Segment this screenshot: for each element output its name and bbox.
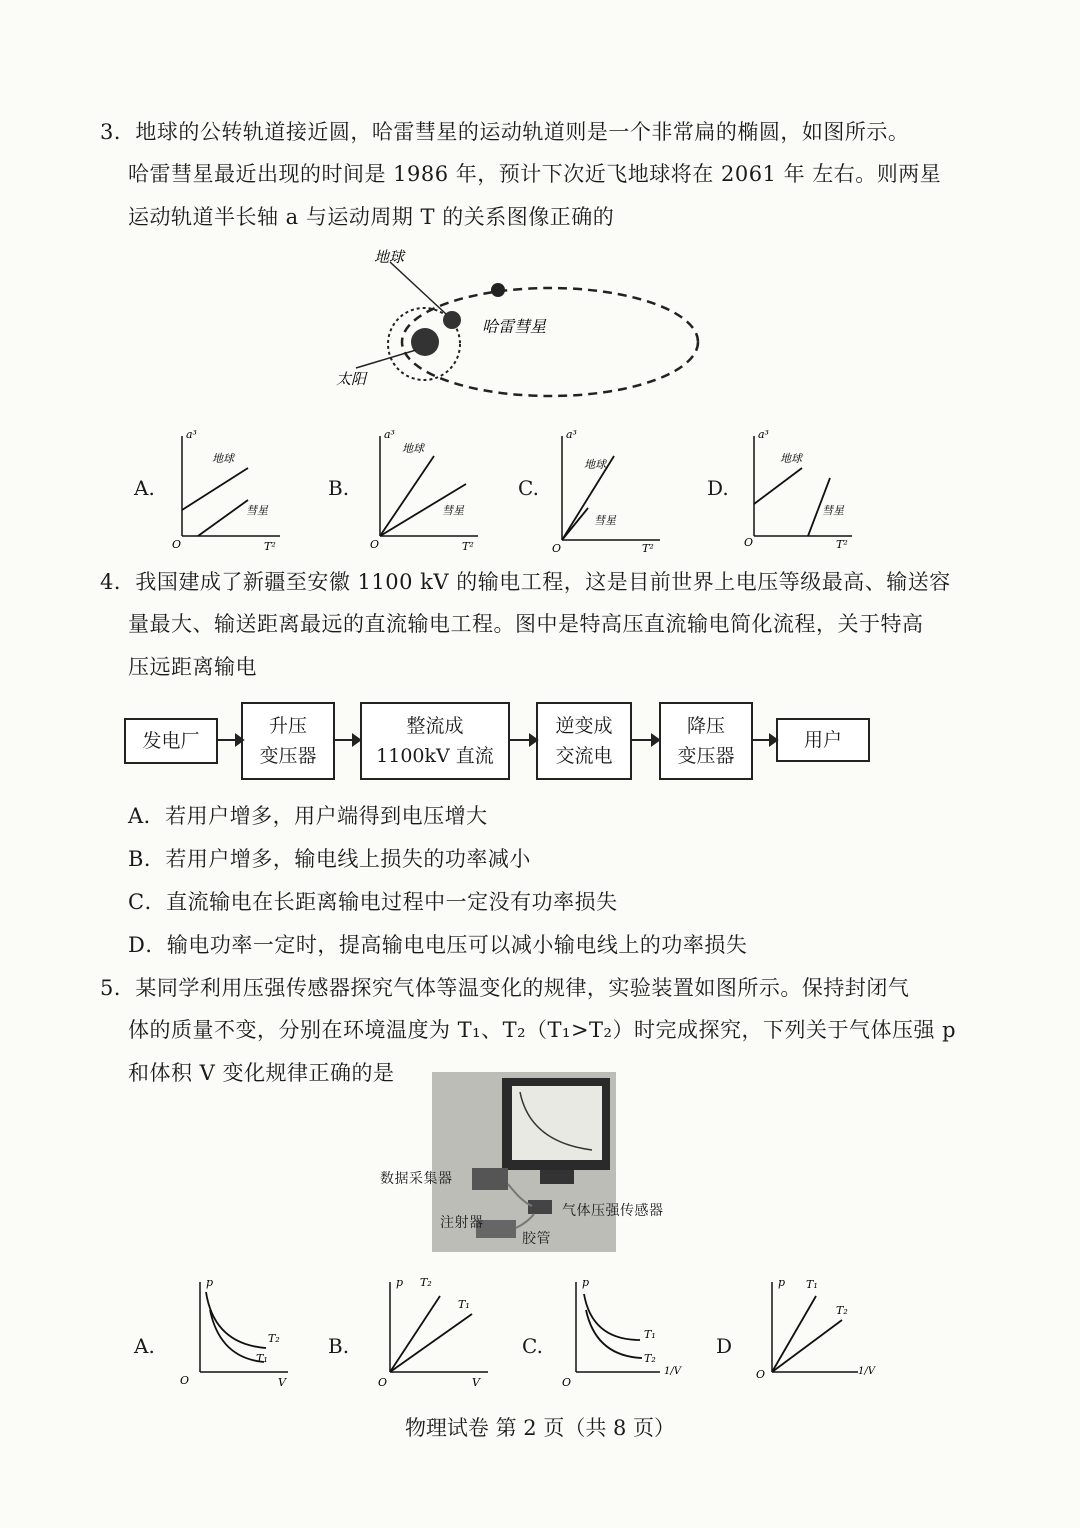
q3-option-a-label[interactable]: A. [134,476,155,500]
svg-text:a³: a³ [566,428,577,441]
q5-option-d-label[interactable]: D [716,1334,733,1358]
svg-text:彗星: 彗星 [442,504,464,517]
q4-option-a[interactable]: A．若用户增多，用户端得到电压增大 [128,804,488,828]
q4-option-d[interactable]: D．输电功率一定时，提高输电电压可以减小输电线上的功率损失 [128,933,748,957]
page-footer: 物理试卷 第 2 页（共 8 页） [404,1416,676,1440]
svg-text:p: p [778,1276,786,1289]
flow-user: 用户 [776,718,870,762]
svg-text:O: O [180,1374,190,1387]
svg-text:O: O [552,542,562,554]
svg-text:V: V [278,1376,286,1389]
q5-option-d-graph [752,1274,882,1394]
pressure-sensor [528,1200,552,1214]
q5-line-2: 体的质量不变，分别在环境温度为 T₁、T₂（T₁>T₂）时完成探究，下列关于气体压强 p [128,1018,957,1042]
photo-label-tube: 胶管 [522,1231,551,1247]
q3-option-c-label[interactable]: C. [518,476,539,500]
q3-line-3: 运动轨道半长轴 a 与运动周期 T 的关系图像正确的 [128,205,615,229]
svg-text:p: p [396,1276,404,1289]
svg-text:地球: 地球 [584,458,606,471]
svg-text:V: V [472,1376,480,1389]
svg-text:1/V: 1/V [858,1366,875,1377]
q5-option-b-graph [376,1274,496,1394]
photo-label-collector: 数据采集器 [380,1171,453,1187]
svg-text:T²: T² [462,540,474,553]
q5-line-3: 和体积 V 变化规律正确的是 [128,1061,395,1085]
flow-step-up-transformer: 升压 变压器 [241,702,335,780]
flow-step-down-transformer: 降压 变压器 [659,702,753,780]
svg-text:1/V: 1/V [664,1366,681,1377]
photo-label-sensor: 气体压强传感器 [562,1203,664,1219]
q4-line-3: 压远距离输电 [128,655,257,679]
svg-text:T₁: T₁ [644,1328,656,1341]
svg-text:O: O [378,1376,388,1389]
q5-option-b-label[interactable]: B. [328,1334,350,1358]
svg-text:T₂: T₂ [836,1304,848,1317]
svg-text:a³: a³ [758,428,769,441]
svg-text:T₁: T₁ [806,1278,818,1291]
q4-option-c[interactable]: C．直流输电在长距离输电过程中一定没有功率损失 [128,890,618,914]
svg-text:彗星: 彗星 [246,504,268,517]
data-collector [472,1168,508,1190]
svg-text:地球: 地球 [402,442,424,455]
svg-text:O: O [172,538,182,551]
q3-option-b-label[interactable]: B. [328,476,350,500]
svg-text:T²: T² [264,540,276,553]
svg-text:p: p [206,1276,214,1289]
svg-text:地球: 地球 [212,452,234,465]
earth-label: 地球 [374,248,405,266]
flow-inverter: 逆变成 交流电 [536,702,632,780]
svg-text:O: O [744,536,754,549]
flow-power-plant: 发电厂 [124,718,218,764]
q3-line-2: 哈雷彗星最近出现的时间是 1986 年，预计下次近飞地球将在 2061 年 左右。则两星 [128,162,942,186]
q5-option-c-graph [560,1274,690,1394]
q5-option-a-label[interactable]: A. [134,1334,155,1358]
svg-text:彗星: 彗星 [822,504,844,517]
svg-text:T₂: T₂ [644,1352,656,1365]
svg-text:a³: a³ [384,428,395,441]
svg-text:彗星: 彗星 [594,514,616,527]
svg-text:T₂: T₂ [420,1276,432,1289]
halley-label: 哈雷彗星 [482,317,547,336]
flow-rectifier: 整流成 1100kV 直流 [360,702,510,780]
q3-option-d-label[interactable]: D. [707,476,729,500]
svg-text:T₁: T₁ [458,1298,470,1311]
q4-line-1: 4．我国建成了新疆至安徽 1100 kV 的输电工程，这是目前世界上电压等级最高、输送容 [100,570,951,594]
q5-option-a-graph [176,1274,296,1394]
svg-text:p: p [582,1276,590,1289]
svg-text:a³: a³ [186,428,197,441]
svg-text:O: O [756,1368,766,1381]
svg-text:O: O [562,1376,572,1389]
svg-text:T₂: T₂ [268,1332,280,1345]
q4-option-b[interactable]: B．若用户增多，输电线上损失的功率减小 [128,847,531,871]
q5-option-c-label[interactable]: C. [522,1334,543,1358]
svg-text:T₁: T₁ [256,1352,268,1365]
q4-line-2: 量最大、输送距离最远的直流输电工程。图中是特高压直流输电简化流程，关于特高 [128,612,924,636]
svg-text:地球: 地球 [780,452,802,465]
q5-line-1: 5．某同学利用压强传感器探究气体等温变化的规律，实验装置如图所示。保持封闭气 [100,976,910,1000]
svg-text:T²: T² [642,542,654,554]
sun-label: 太阳 [336,370,367,388]
q3-line-1: 3．地球的公转轨道接近圆，哈雷彗星的运动轨道则是一个非常扁的椭圆，如图所示。 [100,120,910,144]
svg-text:O: O [370,538,380,551]
photo-label-syringe: 注射器 [440,1215,484,1231]
svg-text:T²: T² [836,538,848,551]
